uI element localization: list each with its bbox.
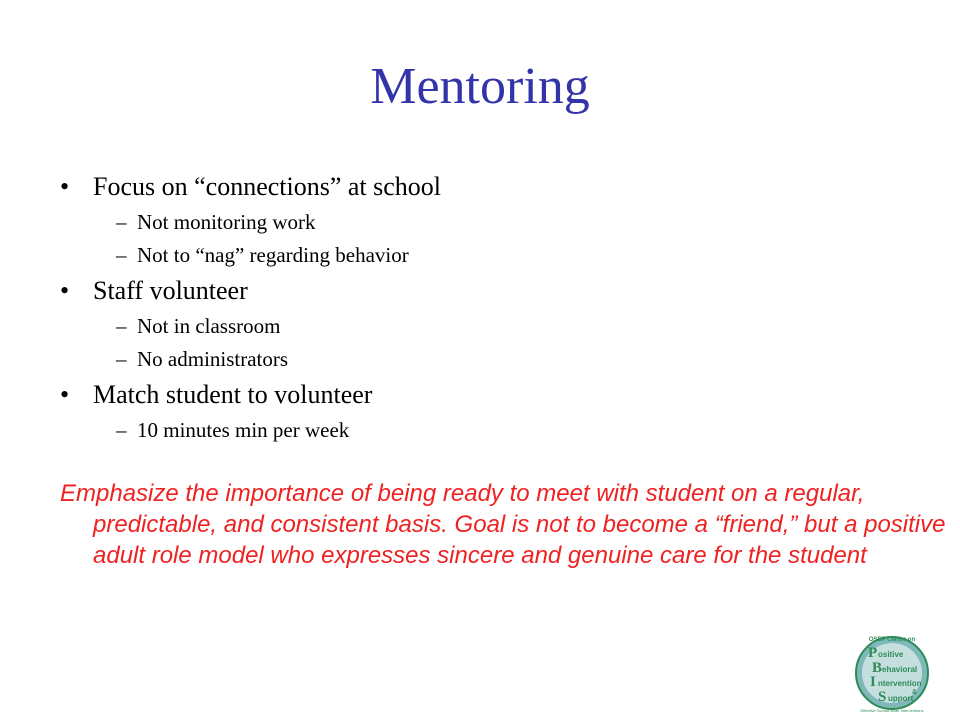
emphasis-paragraph: Emphasize the importance of being ready to meet with student on a regular, predictable, and consistent basis. Goal is not to become a “friend,” but a positive adult role model who expresses sincere and genuine care for the student bbox=[60, 480, 946, 569]
bullet-item bbox=[60, 168, 920, 206]
sub-bullet-text: Not to “nag” regarding behavior bbox=[137, 243, 409, 267]
logo-word-positive: ositive bbox=[878, 650, 904, 659]
sub-bullet-text: 10 minutes min per week bbox=[137, 418, 350, 442]
bullet-list bbox=[60, 168, 920, 447]
bullet-marker: • bbox=[60, 276, 70, 305]
sub-bullet-marker: – bbox=[116, 314, 127, 338]
slide-title: Mentoring bbox=[370, 58, 590, 115]
pbis-logo bbox=[848, 632, 936, 714]
sub-bullet-marker: – bbox=[116, 243, 127, 267]
sub-bullet-text: No administrators bbox=[137, 347, 289, 371]
logo-word-intervention: ntervention bbox=[878, 679, 922, 688]
logo-bottom-text: Effective School-Wide Interventions bbox=[860, 708, 924, 713]
sub-bullet-item bbox=[60, 414, 920, 447]
logo-word-support: upport bbox=[888, 694, 914, 703]
sub-bullet-item bbox=[60, 206, 920, 239]
sub-bullet-marker: – bbox=[116, 418, 127, 442]
bullet-text: Focus on “connections” at school bbox=[93, 172, 442, 201]
logo-letter-p: P bbox=[868, 645, 878, 661]
logo-letter-b: B bbox=[872, 660, 883, 676]
sub-bullet-text: Not in classroom bbox=[137, 314, 281, 338]
bullet-marker: • bbox=[60, 380, 70, 409]
logo-ampersand: & bbox=[912, 689, 918, 696]
logo-letter-s: S bbox=[878, 689, 887, 705]
bullet-marker: • bbox=[60, 172, 70, 201]
sub-bullet-item bbox=[60, 310, 920, 343]
sub-bullet-marker: – bbox=[116, 347, 127, 371]
bullet-item bbox=[60, 376, 920, 414]
bullet-text: Staff volunteer bbox=[93, 276, 248, 305]
logo-top-text: OSEP Center on bbox=[868, 637, 916, 643]
sub-bullet-marker: – bbox=[116, 210, 127, 234]
logo-letter-i: I bbox=[870, 674, 876, 690]
sub-bullet-text: Not monitoring work bbox=[137, 210, 316, 234]
sub-bullet-item bbox=[60, 239, 920, 272]
sub-bullet-item bbox=[60, 343, 920, 376]
bullet-item bbox=[60, 272, 920, 310]
bullet-text: Match student to volunteer bbox=[93, 380, 373, 409]
logo-word-behavioral: ehavioral bbox=[882, 665, 918, 674]
